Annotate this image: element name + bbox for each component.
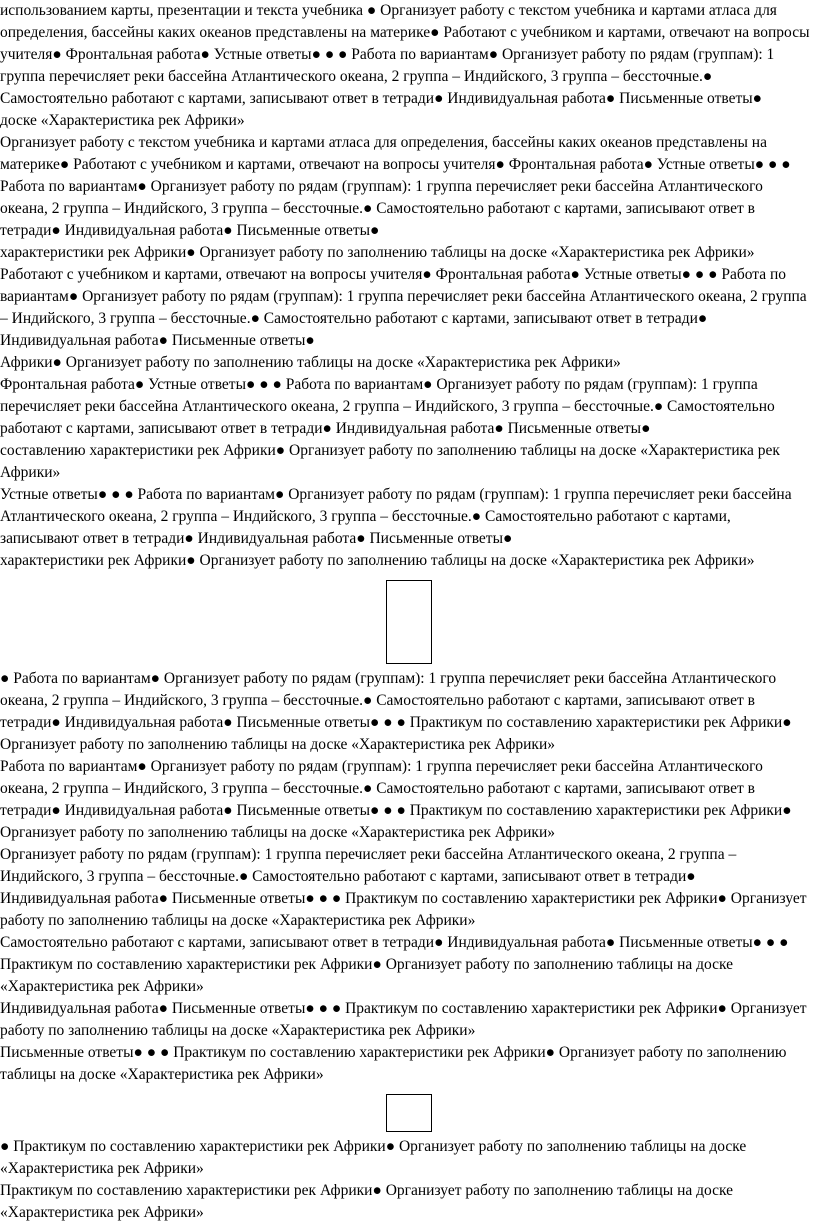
text-paragraph: Индивидуальная работа● Письменные ответы● ● ● Практикум по составлению характеристики рек Африки● Организует работу по заполнению таблицы на доске «Характеристика рек Африки» (0, 1000, 807, 1039)
empty-table-cell (386, 580, 432, 664)
empty-table-cell (386, 1094, 432, 1132)
text-paragraph: Письменные ответы● ● ● Практикум по составлению характеристики рек Африки● Организует работу по заполнению таблицы на доске «Характеристика рек Африки» (0, 1044, 787, 1083)
text-paragraph: Работают с учебником и картами, отвечают на вопросы учителя● Фронтальная работа● Устные ответы● ● ● Работа по вариантам● Организует работу по рядам (группам): 1 группа перечисляет реки бассейна Атлантического океана, 2 группа – Индийского, 3 группа – бессточные.● Самостоятельно работают с картами, записывают ответ в тетради● Индивидуальная работа● Письменные ответы● (0, 266, 807, 349)
text-paragraph: использованием карты, презентации и текста учебника ● Организует работу с текстом учебника и картами атласа для определения, бассейны каких океанов представлены на материке● Работают с учебником и картами, отвечают на вопросы учителя● Фронтальная работа● Устные ответы● ● ● Работа по вариантам● Организует работу по рядам (группам): 1 группа перечисляет реки бассейна Атлантического океана, 2 группа – Индийского, 3 группа – бессточные.● Самостоятельно работают с картами, записывают ответ в тетради● Индивидуальная работа● Письменные ответы● (0, 2, 810, 107)
text-paragraph: Самостоятельно работают с картами, записывают ответ в тетради● Индивидуальная работа● Письменные ответы● ● ● Практикум по составлению характеристики рек Африки● Организует работу по заполнению таблицы на доске «Характеристика рек Африки» (0, 934, 789, 995)
text-paragraph: ● Практикум по составлению характеристики рек Африки● Организует работу по заполнению таблицы на доске «Характеристика рек Африки» (0, 1138, 747, 1177)
text-paragraph: ● Работа по вариантам● Организует работу по рядам (группам): 1 группа перечисляет реки бассейна Атлантического океана, 2 группа – Индийского, 3 группа – бессточные.● Самостоятельно работают с картами, записывают ответ в тетради● Индивидуальная работа● Письменные ответы● ● ● Практикум по составлению характеристики рек Африки● Организует работу по заполнению таблицы на доске «Характеристика рек Африки» (0, 670, 792, 753)
text-paragraph: Фронтальная работа● Устные ответы● ● ● Работа по вариантам● Организует работу по рядам (группам): 1 группа перечисляет реки бассейна Атлантического океана, 2 группа – Индийского, 3 группа – бессточные.● Самостоятельно работают с картами, записывают ответ в тетради● Индивидуальная работа● Письменные ответы● (0, 376, 775, 437)
text-paragraph: Организует работу по рядам (группам): 1 группа перечисляет реки бассейна Атлантического океана, 2 группа – Индийского, 3 группа – бессточные.● Самостоятельно работают с картами, записывают ответ в тетради● Индивидуальная работа● Письменные ответы● ● ● Практикум по составлению характеристики рек Африки● Организует работу по заполнению таблицы на доске «Характеристика рек Африки» (0, 846, 807, 929)
text-paragraph: характеристики рек Африки● Организует работу по заполнению таблицы на доске «Характеристика рек Африки» (0, 244, 755, 261)
text-paragraph: Практикум по составлению характеристики рек Африки● Организует работу по заполнению таблицы на доске «Характеристика рек Африки» (0, 1182, 734, 1221)
text-paragraph: Африки● Организует работу по заполнению таблицы на доске «Характеристика рек Африки» (0, 354, 621, 371)
text-paragraph: характеристики рек Африки● Организует работу по заполнению таблицы на доске «Характеристика рек Африки» (0, 552, 755, 569)
text-paragraph: Устные ответы● ● ● Работа по вариантам● Организует работу по рядам (группам): 1 группа перечисляет реки бассейна Атлантического океана, 2 группа – Индийского, 3 группа – бессточные.● Самостоятельно работают с картами, записывают ответ в тетради● Индивидуальная работа● Письменные ответы● (0, 486, 792, 547)
text-paragraph: Организует работу с текстом учебника и картами атласа для определения, бассейны каких океанов представлены на материке● Работают с учебником и картами, отвечают на вопросы учителя● Фронтальная работа● Устные ответы● ● ● Работа по вариантам● Организует работу по рядам (группам): 1 группа перечисляет реки бассейна Атлантического океана, 2 группа – Индийского, 3 группа – бессточные.● Самостоятельно работают с картами, записывают ответ в тетради● Индивидуальная работа● Письменные ответы● (0, 134, 791, 239)
text-paragraph: доске «Характеристика рек Африки» (0, 112, 245, 129)
text-paragraph: Работа по вариантам● Организует работу по рядам (группам): 1 группа перечисляет реки бассейна Атлантического океана, 2 группа – Индийского, 3 группа – бессточные.● Самостоятельно работают с картами, записывают ответ в тетради● Индивидуальная работа● Письменные ответы● ● ● Практикум по составлению характеристики рек Африки● Организует работу по заполнению таблицы на доске «Характеристика рек Африки» (0, 758, 792, 841)
text-paragraph: составлению характеристики рек Африки● Организует работу по заполнению таблицы на доске «Характеристика рек Африки» (0, 442, 780, 481)
